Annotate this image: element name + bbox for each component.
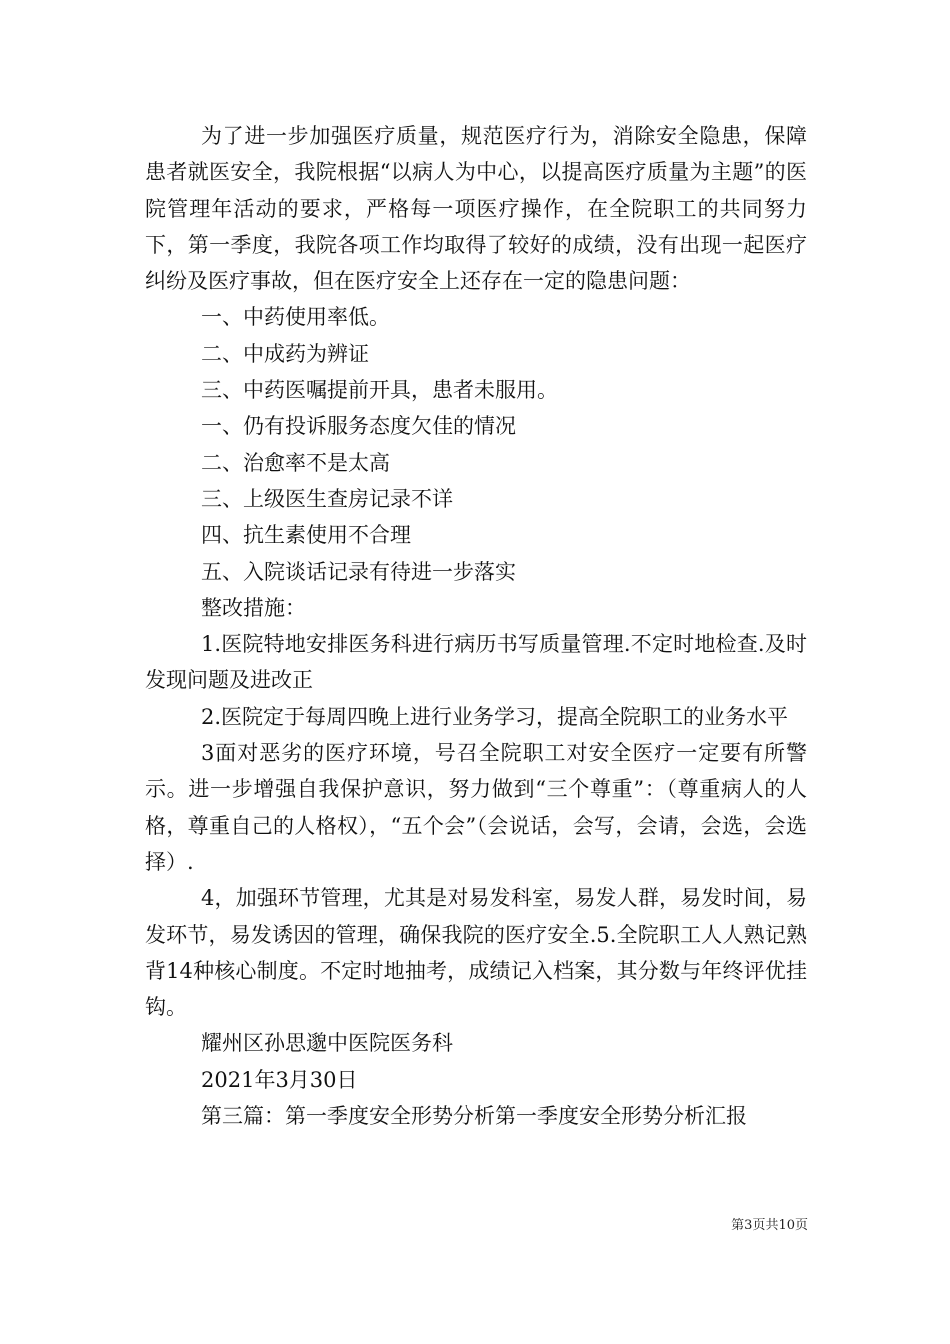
intro-paragraph: 为了进一步加强医疗质量，规范医疗行为，消除安全隐患，保障患者就医安全，我院根据“以病人为中心，以提高医疗质量为主题”的医院管理年活动的要求，严格每一项医疗操作，在全院职工的共同努力下，第一季度，我院各项工作均取得了较好的成绩，没有出现一起医疗纠纷及医疗事故，但在医疗安全上还存在一定的隐患问题： [145,124,807,294]
problem-item: 二、治愈率不是太高 [201,450,390,475]
measure-1-paragraph: 1.医院特地安排医务科进行病历书写质量管理.不定时地检查.及时发现问题及进改正 [145,632,807,693]
date: 2021年3月30日 [201,1067,358,1092]
measure-4-5-paragraph: 4，加强环节管理，尤其是对易发科室，易发人群，易发时间，易发环节，易发诱因的管理，确保我院的医疗安全.5.全院职工人人熟记熟背14种核心制度。不定时地抽考，成绩记入档案，其分数与年终评优挂钩。 [145,886,807,1020]
problem-item: 五、入院谈话记录有待进一步落实 [201,559,516,584]
problem-item: 一、中药使用率低。 [201,305,390,330]
problem-item: 一、仍有投诉服务态度欠佳的情况 [201,414,516,439]
next-section-title: 第三篇：第一季度安全形势分析第一季度安全形势分析汇报 [201,1104,747,1129]
page-footer: 第3页共10页 [731,1218,808,1233]
document-body [145,118,807,1134]
problem-item: 三、中药医嘱提前开具，患者未服用。 [201,378,558,403]
measures-heading: 整改措施： [201,595,306,620]
signature: 耀州区孙思邈中医院医务科 [201,1031,453,1056]
problem-item: 二、中成药为辨证 [201,341,369,366]
problem-item: 四、抗生素使用不合理 [201,523,411,548]
problem-item: 三、上级医生查房记录不详 [201,486,453,511]
measure-3-paragraph: 3面对恶劣的医疗环境，号召全院职工对安全医疗一定要有所警示。进一步增强自我保护意识，努力做到“三个尊重”：（尊重病人的人格，尊重自己的人格权），“五个会”（会说话，会写，会请，会选，会选择）. [145,741,807,874]
measure-2-paragraph: 2.医院定于每周四晚上进行业务学习，提高全院职工的业务水平 [201,704,789,729]
